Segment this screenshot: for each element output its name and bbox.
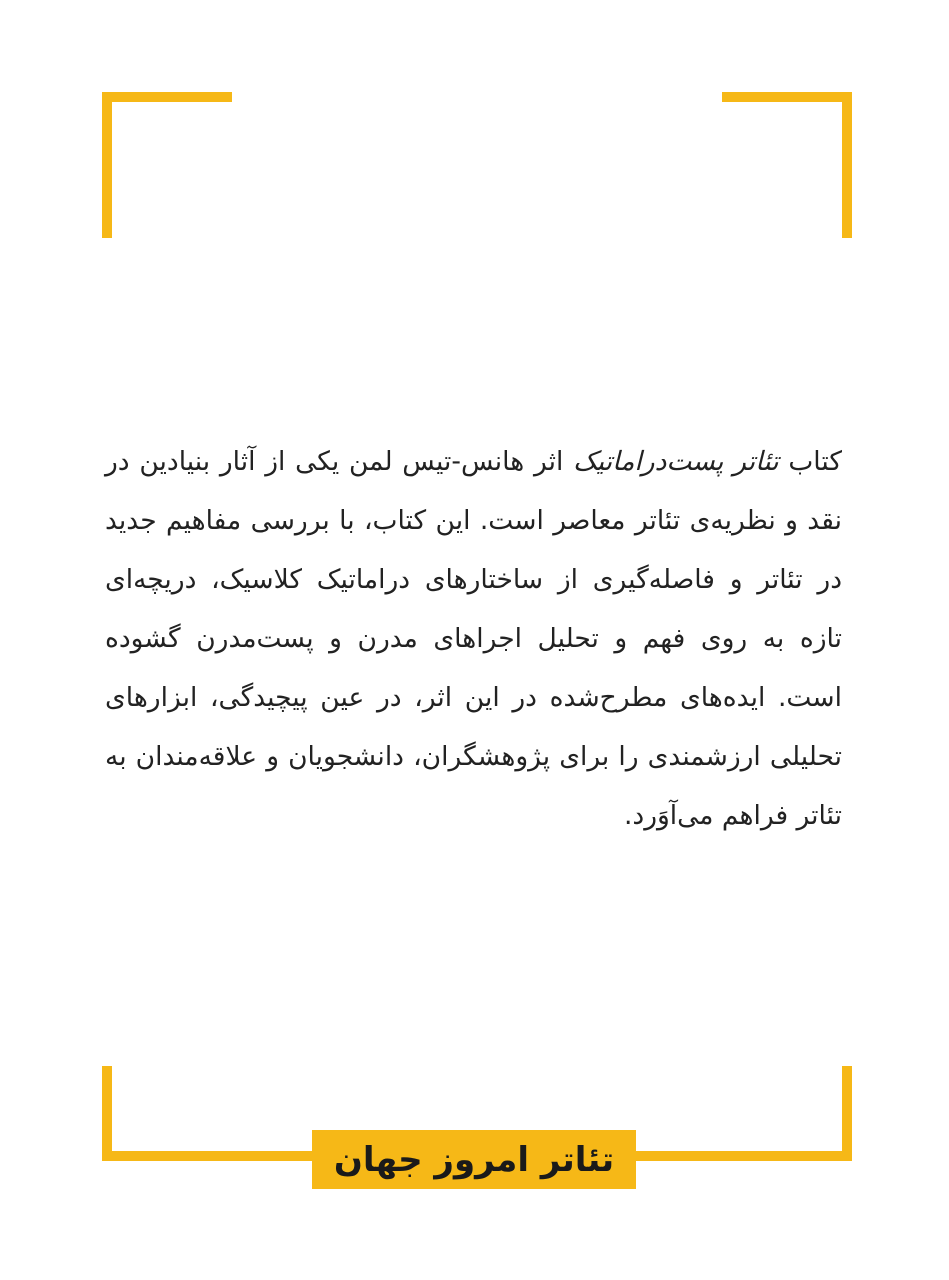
frame-bottom-right-vertical	[842, 1066, 852, 1161]
frame-top-left-vertical	[102, 92, 112, 238]
series-label-text: تئاتر امروز جهان	[333, 1139, 615, 1180]
description-intro: کتاب	[778, 446, 842, 477]
frame-top-left-horizontal	[102, 92, 232, 102]
frame-bottom-left-horizontal	[102, 1151, 314, 1161]
book-description	[105, 432, 842, 845]
description-body: اثر هانس-تیس لمن یکی از آثار بنیادین در نقد و نظریه‌ی تئاتر معاصر است. این کتاب، با بررسی مفاهیم جدید در تئاتر و فاصله‌گیری از ساختارهای دراماتیک کلاسیک، دریچه‌ای تازه به روی فهم و تحلیل اجراهای مدرن و پست‌مدرن گشوده است. ایده‌های مطرح‌شده در این اثر، در عین پیچیدگی، ابزارهای تحلیلی ارزشمندی را برای پژوهشگران، دانشجویان و علاقه‌مندان به تئاتر فراهم می‌آوَرد.	[105, 446, 842, 831]
frame-top-right-vertical	[842, 92, 852, 238]
frame-top-right-horizontal	[722, 92, 852, 102]
frame-bottom-right-horizontal	[634, 1151, 852, 1161]
book-title: تئاتر پست‌دراماتیک	[573, 446, 779, 477]
series-label	[312, 1130, 636, 1189]
frame-bottom-left-vertical	[102, 1066, 112, 1161]
